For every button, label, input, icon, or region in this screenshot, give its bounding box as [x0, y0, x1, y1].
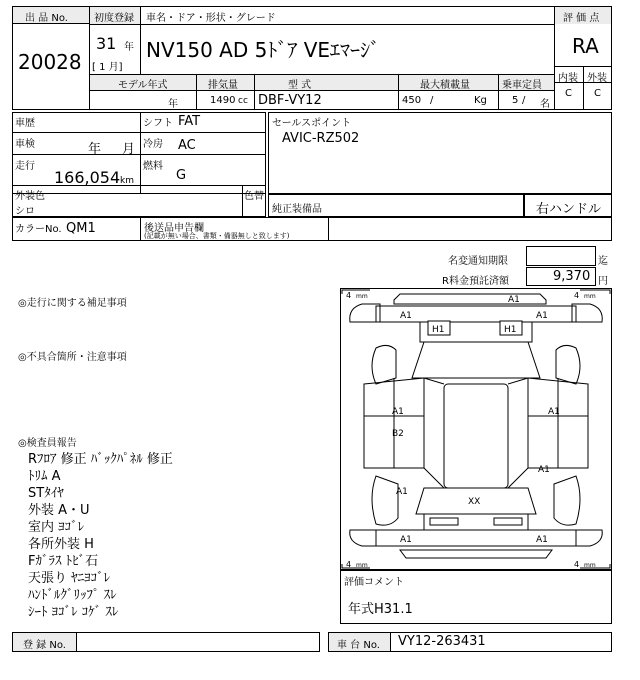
reg-no-label: 登 録 No. [23, 640, 66, 651]
color-label: 外装色 [15, 191, 45, 202]
inspector-item: Fｶﾞﾗｽ ﾄﾋﾞ石 [28, 554, 99, 569]
name-change-label: 名変通知期限 [448, 256, 508, 267]
score-value: RA [572, 34, 599, 58]
inspector-item: ﾄﾘﾑ A [28, 469, 61, 484]
sales-point-value: AVIC-RZ502 [282, 131, 360, 146]
displacement-label: 排気量 [208, 80, 238, 91]
name-change-box [526, 246, 596, 266]
recycle-label: R料金預託済額 [442, 276, 509, 287]
mark-rear-xx: XX [468, 497, 481, 507]
inspector-comment-value: 年式H31.1 [348, 602, 413, 617]
inspection-year: 年 [88, 142, 102, 157]
interior-label: 内装 [558, 73, 578, 84]
genuine-label: 純正装備品 [272, 204, 322, 215]
tire-unit-tl: mm [356, 293, 368, 300]
first-reg-year-unit: 年 [124, 42, 134, 53]
history-label: 車歴 [15, 118, 35, 129]
mark-left-door-b2: B2 [392, 429, 404, 439]
steering-value: 右ハンドル [536, 202, 602, 217]
inspector-item: Rﾌﾛｱ 修正 ﾊﾞｯｸﾊﾟﾈﾙ 修正 [28, 452, 173, 467]
mark-right-door-a1: A1 [548, 407, 560, 417]
mark-left-rear-a1: A1 [396, 487, 408, 497]
inspection-label: 車検 [15, 139, 35, 150]
sales-point-label: セールスポイント [272, 118, 352, 129]
chassis-no-label: 車 台 No. [337, 640, 380, 651]
shift-label: シフト [143, 118, 173, 129]
first-reg-month: [ 1 月] [92, 62, 123, 73]
tire-depth-br: 4 [574, 560, 580, 569]
mark-right-rear-a1: A1 [538, 465, 550, 475]
driving-notes-title: ◎走行に関する補足事項 [18, 298, 127, 309]
inspector-title: ◎検査員報告 [18, 438, 77, 449]
mileage-unit: km [120, 176, 134, 186]
specs-block [12, 112, 266, 194]
interior-grade: C [565, 88, 572, 99]
mark-bottom-a1-left: A1 [400, 535, 412, 545]
color-no-box [12, 217, 612, 241]
chassis-no-label-cell [329, 633, 391, 651]
inspector-item: 外装 A・U [28, 503, 90, 518]
inspector-comment-label: 評価コメント [344, 577, 404, 588]
mark-front-left-a1: A1 [400, 311, 412, 321]
type-value: DBF-VY12 [258, 93, 322, 108]
score-label-cell [555, 7, 611, 24]
first-reg-year: 31 [96, 34, 117, 53]
max-load-unit: Kg [474, 95, 487, 106]
postal-label: 後送品申告欄 [144, 223, 204, 234]
aircon-value: AC [178, 138, 196, 153]
model-year-label: モデル年式 [118, 80, 168, 91]
inspector-item: ﾊﾝﾄﾞﾙｸﾞﾘｯﾌﾟ ｽﾚ [28, 588, 117, 603]
lot-label-cell [13, 7, 89, 24]
type-label: 型 式 [288, 80, 312, 91]
defects-title: ◎不具合箇所・注意事項 [18, 352, 127, 363]
aircon-label: 冷房 [143, 139, 163, 150]
max-load-sep: / [430, 95, 434, 106]
reg-no-label-cell [13, 633, 77, 651]
tire-unit-bl: mm [356, 562, 368, 569]
max-load-label: 最大積載量 [420, 80, 470, 91]
mileage-value: 166,054 [54, 168, 121, 187]
mark-hood-h1-right: H1 [504, 325, 517, 335]
exterior-grade: C [594, 88, 601, 99]
inspection-month: 月 [122, 142, 136, 157]
inspector-item: 各所外装 H [28, 537, 94, 552]
color-no-label: カラーNo. [15, 224, 62, 235]
capacity-unit: 名 [540, 99, 550, 110]
chassis-no-value: VY12-263431 [398, 634, 486, 649]
inspector-item: ｼｰﾄ ﾖｺﾞﾚ ｺｹﾞ ｽﾚ [28, 605, 119, 620]
fuel-value: G [176, 168, 187, 183]
tire-depth-bl: 4 [346, 560, 352, 569]
tire-depth-tl: 4 [346, 291, 352, 300]
color-no-value: QM1 [66, 221, 96, 236]
car-damage-diagram [340, 288, 612, 570]
fuel-label: 燃料 [143, 161, 163, 172]
lot-label: 出 品 No. [25, 13, 68, 24]
model-year-unit: 年 [168, 99, 178, 110]
lot-number: 20028 [18, 50, 82, 74]
max-load-value: 450 [402, 95, 422, 106]
displacement-value: 1490 [210, 95, 236, 106]
car-name-label: 車名・ドア・形状・グレード [146, 13, 276, 24]
mark-front-right-a1: A1 [536, 311, 548, 321]
mark-left-door-a1: A1 [392, 407, 404, 417]
inspector-list [28, 448, 173, 618]
recycle-unit: 円 [598, 276, 608, 287]
recolor-label: 色替 [244, 191, 264, 202]
car-name: NV150 AD 5ﾄﾞｱ VEｴﾏｰｼﾞ [146, 38, 381, 62]
score-label: 評 価 点 [563, 13, 600, 24]
mark-top-a1: A1 [508, 295, 520, 305]
color-box [12, 185, 266, 217]
mark-bottom-a1-right: A1 [536, 535, 548, 545]
mileage-label: 走行 [15, 161, 35, 172]
displacement-unit: cc [238, 96, 248, 106]
recycle-value: 9,370 [553, 269, 591, 284]
tire-unit-br: mm [584, 562, 596, 569]
inspector-item: STﾀｲﾔ [28, 486, 64, 501]
color-value: シロ [15, 206, 35, 217]
inspector-item: 室内 ﾖｺﾞﾚ [28, 520, 85, 535]
tire-depth-tr: 4 [574, 291, 580, 300]
capacity-sep: / [522, 95, 526, 106]
first-reg-label: 初度登録 [94, 13, 134, 24]
mark-hood-h1-left: H1 [432, 325, 445, 335]
shift-value: FAT [178, 114, 201, 129]
exterior-label: 外装 [587, 73, 607, 84]
tire-unit-tr: mm [584, 293, 596, 300]
capacity-value: 5 [512, 95, 519, 106]
first-reg-label-cell [90, 7, 140, 24]
capacity-label: 乗車定員 [502, 80, 542, 91]
name-change-unit: 迄 [598, 256, 608, 267]
recycle-box [526, 267, 596, 286]
inspector-item: 天張り ﾔﾆﾖｺﾞﾚ [28, 571, 111, 586]
postal-note: (記載が無い場合、書類・備器無しと致します) [144, 232, 290, 240]
